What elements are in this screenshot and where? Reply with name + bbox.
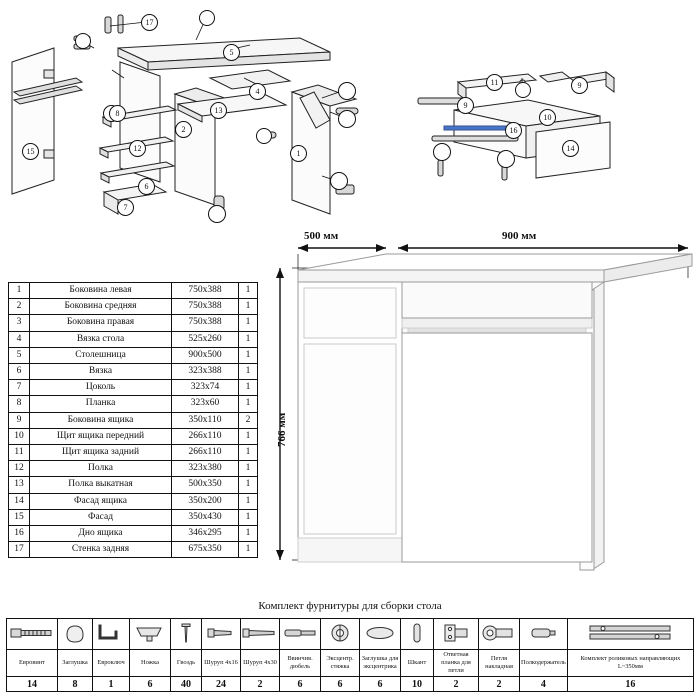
- part-name: Боковина правая: [30, 315, 172, 331]
- part-size: 266х110: [172, 445, 239, 461]
- callout-marker-j: [515, 82, 531, 98]
- part-name: Фасад ящика: [30, 493, 172, 509]
- part-name: Цоколь: [30, 380, 172, 396]
- part-index: 17: [9, 542, 30, 558]
- part-index: 1: [9, 283, 30, 299]
- table-row: [9, 347, 258, 363]
- part-name: Полка: [30, 461, 172, 477]
- part-size: 750х388: [172, 299, 239, 315]
- part-qty: 1: [239, 396, 258, 412]
- hardware-table: [6, 618, 694, 692]
- part-name: Дно ящика: [30, 526, 172, 542]
- callout-16: 16: [505, 122, 522, 139]
- part-size: 750х388: [172, 315, 239, 331]
- hardware-count: 2: [434, 677, 479, 692]
- part-index: 2: [9, 299, 30, 315]
- slide-set-icon: [567, 619, 693, 650]
- exploded-view-drawer: [410, 60, 700, 220]
- part-index: 11: [9, 445, 30, 461]
- callout-marker-i: [497, 150, 515, 168]
- hardware-title: Комплект фурнитуры для сборки стола: [258, 600, 442, 612]
- hardware-name: Ввинчив. дюбель: [280, 650, 321, 677]
- table-row: [9, 412, 258, 428]
- part-index: 14: [9, 493, 30, 509]
- part-qty: 1: [239, 428, 258, 444]
- part-qty: 1: [239, 331, 258, 347]
- eccentric-cap-icon: [360, 619, 401, 650]
- part-size: 266х110: [172, 428, 239, 444]
- table-row: [9, 380, 258, 396]
- hardware-name: Евровинт: [7, 650, 58, 677]
- part-size: 323х74: [172, 380, 239, 396]
- dowel-screw-icon: [280, 619, 321, 650]
- nail-icon: [171, 619, 202, 650]
- callout-10: 10: [539, 109, 556, 126]
- table-row: [9, 299, 258, 315]
- part-qty: 1: [239, 380, 258, 396]
- hardware-count: 6: [360, 677, 401, 692]
- callout-8: 8: [109, 105, 126, 122]
- part-qty: 1: [239, 299, 258, 315]
- part-name: Боковина левая: [30, 283, 172, 299]
- callout-marker-h: [433, 143, 451, 161]
- hardware-count: 10: [401, 677, 434, 692]
- part-name: Щит ящика задний: [30, 445, 172, 461]
- part-size: 346х295: [172, 526, 239, 542]
- part-name: Стенка задняя: [30, 542, 172, 558]
- part-qty: 2: [239, 412, 258, 428]
- product-drawing: [262, 232, 700, 592]
- part-size: 525х260: [172, 331, 239, 347]
- callout-17: 17: [141, 14, 158, 31]
- table-row: [9, 428, 258, 444]
- hardware-name: Ответная планка для петли: [434, 650, 479, 677]
- part-qty: 1: [239, 493, 258, 509]
- hardware-name: Гвоздь: [171, 650, 202, 677]
- part-size: 750х388: [172, 283, 239, 299]
- hardware-name: Шуруп 4х30: [241, 650, 280, 677]
- hardware-count: 2: [479, 677, 520, 692]
- part-name: Боковина ящика: [30, 412, 172, 428]
- part-size: 323х388: [172, 364, 239, 380]
- part-qty: 1: [239, 542, 258, 558]
- hardware-count: 16: [567, 677, 693, 692]
- shelf-holder-icon: [520, 619, 568, 650]
- hardware-count: 6: [280, 677, 321, 692]
- hardware-count: 6: [130, 677, 171, 692]
- table-row: [9, 477, 258, 493]
- drawer-diagram-svg: [410, 60, 700, 220]
- part-size: 350х110: [172, 412, 239, 428]
- part-name: Фасад: [30, 509, 172, 525]
- table-row: [9, 493, 258, 509]
- callout-6: 6: [138, 178, 155, 195]
- callout-marker-g: [256, 128, 272, 144]
- callout-11: 11: [486, 74, 503, 91]
- callout-marker-a: [199, 10, 215, 26]
- parts-table: [8, 282, 258, 558]
- hardware-count: 14: [7, 677, 58, 692]
- callout-9-right: 9: [571, 77, 588, 94]
- part-index: 4: [9, 331, 30, 347]
- table-row: [9, 542, 258, 558]
- hardware-name: Полкодержатель: [520, 650, 568, 677]
- part-qty: 1: [239, 526, 258, 542]
- part-qty: 1: [239, 509, 258, 525]
- part-qty: 1: [239, 364, 258, 380]
- part-index: 13: [9, 477, 30, 493]
- part-name: Вязка: [30, 364, 172, 380]
- part-index: 9: [9, 412, 30, 428]
- part-qty: 1: [239, 315, 258, 331]
- callout-9-left: 9: [457, 97, 474, 114]
- screw-4x16-icon: [202, 619, 241, 650]
- hardware-name: Петля накладная: [479, 650, 520, 677]
- callout-4: 4: [249, 83, 266, 100]
- part-size: 323х380: [172, 461, 239, 477]
- callout-12: 12: [129, 140, 146, 157]
- hardware-name: Евроключ: [93, 650, 130, 677]
- part-name: Полка выкатная: [30, 477, 172, 493]
- dowel-icon: [401, 619, 434, 650]
- callout-2: 2: [175, 121, 192, 138]
- part-index: 6: [9, 364, 30, 380]
- hinge-icon: [479, 619, 520, 650]
- callout-15: 15: [22, 143, 39, 160]
- part-index: 7: [9, 380, 30, 396]
- table-row: [9, 315, 258, 331]
- hardware-count: 8: [58, 677, 93, 692]
- part-name: Щит ящика передний: [30, 428, 172, 444]
- cap-icon: [58, 619, 93, 650]
- callout-marker-c: [338, 82, 356, 100]
- part-name: Столешница: [30, 347, 172, 363]
- table-row: [9, 396, 258, 412]
- euro-key-icon: [93, 619, 130, 650]
- hardware-name: Ножка: [130, 650, 171, 677]
- hardware-name: Шкант: [401, 650, 434, 677]
- part-index: 5: [9, 347, 30, 363]
- part-size: 900х500: [172, 347, 239, 363]
- part-qty: 1: [239, 445, 258, 461]
- depth-dimension-label: 500 мм: [304, 230, 339, 242]
- euro-screw-icon: [7, 619, 58, 650]
- part-qty: 1: [239, 347, 258, 363]
- table-row: [9, 283, 258, 299]
- part-index: 8: [9, 396, 30, 412]
- callout-5: 5: [223, 44, 240, 61]
- callout-marker-e: [330, 172, 348, 190]
- hardware-count: 24: [202, 677, 241, 692]
- part-qty: 1: [239, 461, 258, 477]
- part-index: 16: [9, 526, 30, 542]
- desk-drawing-svg: [262, 232, 700, 592]
- hardware-name: Эксцентр. стяжка: [321, 650, 360, 677]
- hardware-count: 6: [321, 677, 360, 692]
- hardware-count: 2: [241, 677, 280, 692]
- table-row: [9, 526, 258, 542]
- table-row: [9, 364, 258, 380]
- hardware-count: 40: [171, 677, 202, 692]
- part-name: Планка: [30, 396, 172, 412]
- hardware-name: Заглушка: [58, 650, 93, 677]
- part-name: Вязка стола: [30, 331, 172, 347]
- hinge-plate-icon: [434, 619, 479, 650]
- part-qty: 1: [239, 283, 258, 299]
- table-row: [9, 445, 258, 461]
- part-size: 350х430: [172, 509, 239, 525]
- screw-4x30-icon: [241, 619, 280, 650]
- part-index: 3: [9, 315, 30, 331]
- height-dimension-label: 766 мм: [276, 412, 288, 447]
- callout-13: 13: [210, 102, 227, 119]
- part-index: 10: [9, 428, 30, 444]
- part-index: 15: [9, 509, 30, 525]
- eccentric-tie-icon: [321, 619, 360, 650]
- callout-marker-b: [75, 33, 91, 49]
- width-dimension-label: 900 мм: [502, 230, 537, 242]
- foot-icon: [130, 619, 171, 650]
- hardware-count: 1: [93, 677, 130, 692]
- parts-table-body: [9, 283, 258, 558]
- part-qty: 1: [239, 477, 258, 493]
- part-name: Боковина средняя: [30, 299, 172, 315]
- hardware-count: 4: [520, 677, 568, 692]
- hardware-name: Шуруп 4х16: [202, 650, 241, 677]
- callout-marker-f: [208, 205, 226, 223]
- hardware-name: Заглушка для эксцентрика: [360, 650, 401, 677]
- part-index: 12: [9, 461, 30, 477]
- callout-14: 14: [562, 140, 579, 157]
- part-size: 675х350: [172, 542, 239, 558]
- table-row: [9, 331, 258, 347]
- part-size: 323х60: [172, 396, 239, 412]
- table-row: [9, 509, 258, 525]
- part-size: 350х200: [172, 493, 239, 509]
- hardware-name: Комплект роликовых направляющих L~350мм: [567, 650, 693, 677]
- callout-1: 1: [290, 145, 307, 162]
- callout-marker-d: [338, 110, 356, 128]
- callout-7: 7: [117, 199, 134, 216]
- table-row: [9, 461, 258, 477]
- part-size: 500х350: [172, 477, 239, 493]
